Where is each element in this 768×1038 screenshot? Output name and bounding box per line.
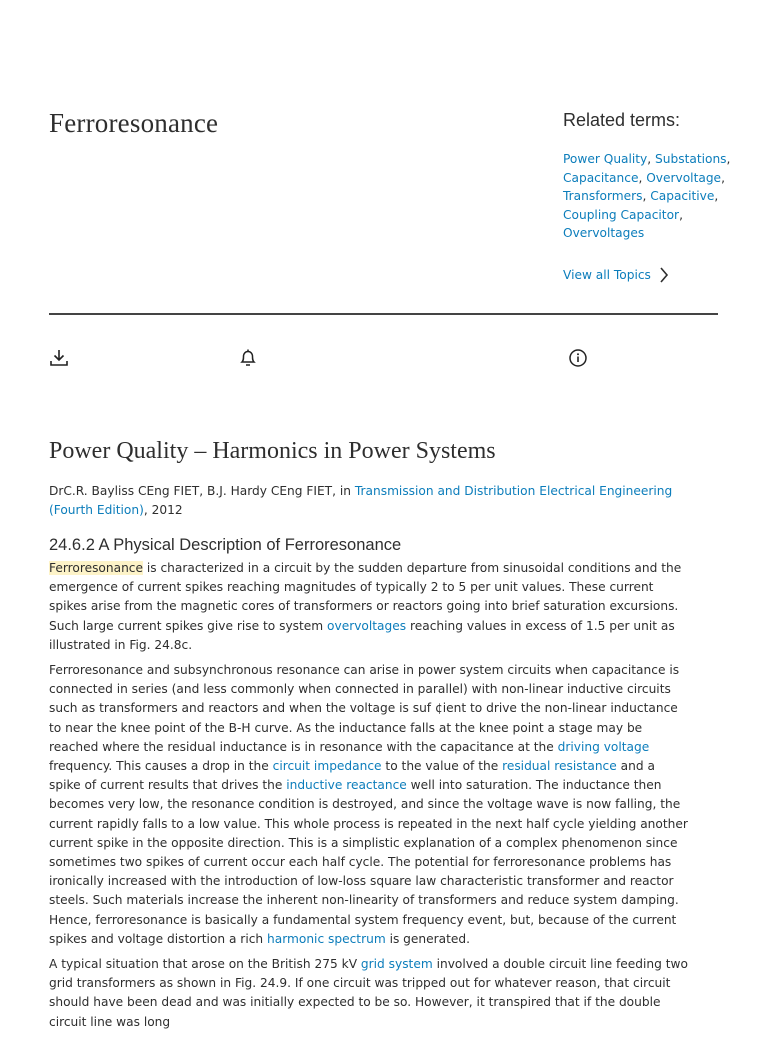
driving-voltage-link[interactable]: driving voltage bbox=[557, 739, 650, 754]
overvoltages-link[interactable]: overvoltages bbox=[327, 618, 407, 633]
paragraph-text: Ferroresonance and subsynchronous resonance can arise in power system circuits when capacitance is connected in series (and less commonly when connected in parallel) with non-linear inductive circuits such as transformers and reactors and when the voltage is suf ¢ient to drive the non-linear inductance to near the knee point of the B-H curve. As the inductance falls at the knee point a stage may be reached where the residual inductance is in resonance with the capacitance at the bbox=[49, 663, 680, 754]
related-terms-panel bbox=[563, 110, 738, 283]
residual-resistance-link[interactable]: residual resistance bbox=[502, 759, 617, 774]
related-term-link[interactable]: Capacitance bbox=[563, 170, 639, 185]
related-term-link[interactable]: Transformers bbox=[563, 189, 643, 204]
paragraph bbox=[49, 559, 689, 655]
paragraph-text: is characterized in a circuit by the sudden departure from sinusoidal conditions and the emergence of current spikes reaching magnitudes of typically 2 to 5 per unit values. These current spikes arise from the magnetic cores of transformers or reactors going into brief saturation excursions. Such large current spikes give rise to system bbox=[49, 561, 682, 633]
circuit-impedance-link[interactable]: circuit impedance bbox=[272, 759, 382, 774]
paragraph-text: is generated. bbox=[385, 931, 471, 946]
paragraph-text: to the value of the bbox=[381, 759, 503, 774]
related-term-link[interactable]: Substations bbox=[655, 152, 727, 166]
related-term-link[interactable]: Overvoltages bbox=[563, 226, 645, 241]
bell-icon[interactable] bbox=[237, 347, 259, 369]
paragraph-text: and a spike of current results that drives the bbox=[49, 759, 655, 793]
paragraph bbox=[49, 661, 689, 949]
chevron-right-icon bbox=[659, 267, 669, 283]
info-icon[interactable] bbox=[567, 347, 589, 369]
article-byline bbox=[49, 482, 699, 520]
related-term-link[interactable]: Overvoltage bbox=[646, 170, 722, 185]
page-title: Ferroresonance bbox=[49, 108, 219, 138]
grid-system-link[interactable]: grid system bbox=[360, 957, 433, 972]
related-term-link[interactable]: Capacitive bbox=[650, 189, 715, 204]
paragraph-text: A typical situation that arose on the British 275 kV bbox=[49, 957, 361, 972]
related-terms-heading: Related terms: bbox=[563, 110, 681, 130]
view-all-topics-link[interactable] bbox=[563, 267, 738, 283]
paragraph bbox=[49, 955, 689, 1032]
paragraph-text: well into saturation. The inductance then becomes very low, the resonance condition is destroyed, and since the voltage wave is now falling, the current rapidly falls to a low value. This whole process is repeated in the next half cycle yielding another current spike in the opposite direction. This is a simplistic explanation of a complex phenomenon since sometimes two spikes of current occur each half cycle. The potential for ferroresonance problems has ironically increased with the introduction of low-loss square law characteristic transformer and reactor steels. Such materials increase the inherent non-linearity of transformers and reduce system damping. Hence, ferroresonance is basically a fundamental system frequency event, but, because of the current spikes and voltage distortion a rich bbox=[49, 778, 688, 946]
download-icon[interactable] bbox=[48, 347, 70, 369]
header-divider bbox=[49, 313, 718, 315]
article-body bbox=[49, 559, 689, 1038]
paragraph-text: reaching values in excess of 1.5 per unit as illustrated in Fig. 24.8c. bbox=[49, 618, 675, 652]
view-all-topics-label: View all Topics bbox=[563, 267, 651, 282]
highlighted-term: Ferroresonance bbox=[49, 561, 143, 575]
related-terms-list: Power Quality, Substations, Capacitance, Overvoltage, Transformers, Capacitive, Coupling Capacitor, Overvoltages bbox=[563, 152, 731, 241]
inductive-reactance-link[interactable]: inductive reactance bbox=[286, 778, 407, 793]
harmonic-spectrum-link[interactable]: harmonic spectrum bbox=[267, 931, 386, 946]
article-title: Power Quality – Harmonics in Power Systems bbox=[49, 438, 496, 464]
paragraph-text: frequency. This causes a drop in the bbox=[49, 759, 273, 774]
paragraph-text: involved a double circuit line feeding two grid transformers as shown in Fig. 24.9. If one circuit was tripped out for whatever reason, that circuit should have been dead and was initially expected to be so. However, it transpired that if the double circuit line was long bbox=[49, 957, 688, 1029]
book-title-link[interactable]: Transmission and Distribution Electrical Engineering (Fourth Edition) bbox=[49, 484, 673, 517]
related-term-link[interactable]: Coupling Capacitor bbox=[563, 207, 680, 222]
byline-year: , 2012 bbox=[143, 503, 183, 517]
section-heading: 24.6.2 A Physical Description of Ferroresonance bbox=[49, 536, 402, 554]
related-term-link[interactable]: Power Quality bbox=[563, 152, 648, 166]
byline-authors: DrC.R. Bayliss CEng FIET, B.J. Hardy CEng FIET, in bbox=[49, 484, 355, 498]
